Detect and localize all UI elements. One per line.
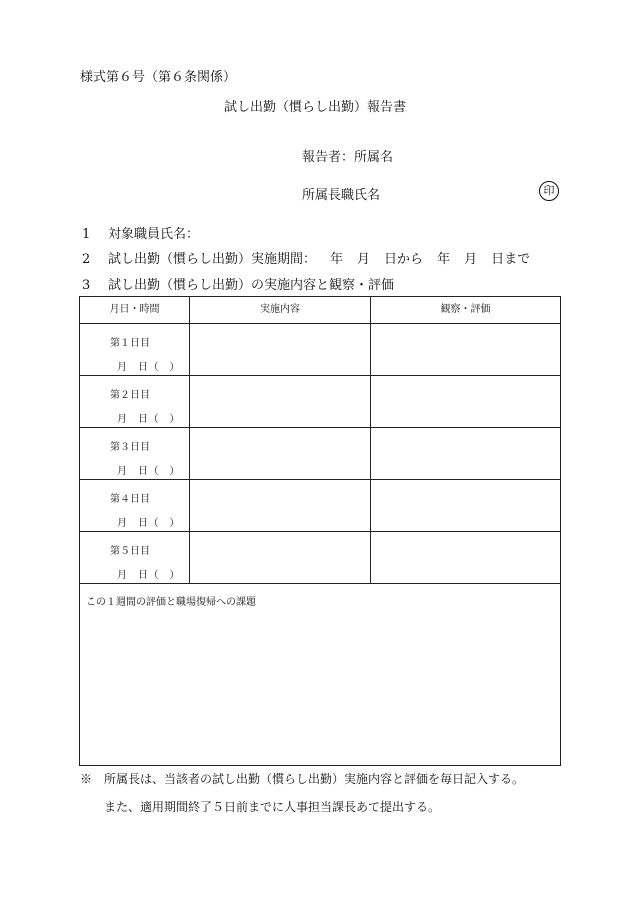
note-line-1 xyxy=(80,770,524,787)
chief-name-label: 所属長職氏名 xyxy=(302,188,381,203)
header-content: 実施内容 xyxy=(260,304,300,315)
seal-mark-icon: 印 xyxy=(539,181,559,201)
item-period xyxy=(82,248,530,267)
row-divider xyxy=(80,479,560,480)
period-month-start: 月 xyxy=(357,252,371,267)
item-target-employee xyxy=(82,223,199,242)
weekly-summary-label: この１週間の評価と職場復帰への課題 xyxy=(86,597,256,608)
row-divider xyxy=(80,427,560,428)
item-text: 試し出勤（慣らし出勤）実施期間： xyxy=(108,252,317,267)
header-evaluation: 観察・評価 xyxy=(440,304,491,315)
row-divider xyxy=(80,375,560,376)
item-number: 2 xyxy=(82,252,91,267)
day-1-date: 月 日（ ） xyxy=(117,362,180,373)
item-content-evaluation xyxy=(82,274,394,293)
reporter-affiliation-label: 報告者：所属名 xyxy=(302,150,394,165)
note-text-1: 所属長は、当該者の試し出勤（慣らし出勤）実施内容と評価を毎日記入する。 xyxy=(104,772,525,786)
day-3-date: 月 日（ ） xyxy=(117,466,180,477)
day-5-date: 月 日（ ） xyxy=(117,570,180,581)
column-divider xyxy=(189,297,190,584)
item-number: 1 xyxy=(82,227,91,242)
period-day-end: 日まで xyxy=(491,252,531,267)
day-5-label: 第５日目 xyxy=(110,546,150,557)
period-month-end: 月 xyxy=(464,252,478,267)
row-divider xyxy=(80,531,560,532)
item-number: 3 xyxy=(82,278,91,293)
row-divider xyxy=(80,583,560,584)
row-divider xyxy=(80,323,560,324)
note-mark: ※ xyxy=(80,772,93,786)
item-text: 対象職員氏名： xyxy=(108,227,200,242)
document-title: 試し出勤（慣らし出勤）報告書 xyxy=(223,100,406,115)
report-table xyxy=(79,296,561,766)
day-2-date: 月 日（ ） xyxy=(117,414,180,425)
period-year-start: 年 xyxy=(330,252,344,267)
day-4-label: 第４日目 xyxy=(110,494,150,505)
form-number: 様式第６号（第６条関係） xyxy=(80,70,237,85)
day-3-label: 第３日目 xyxy=(110,442,150,453)
column-divider xyxy=(370,297,371,584)
day-4-date: 月 日（ ） xyxy=(117,518,180,529)
day-1-label: 第１日目 xyxy=(110,338,150,349)
item-text: 試し出勤（慣らし出勤）の実施内容と観察・評価 xyxy=(108,278,395,293)
header-date-time: 月日・時間 xyxy=(109,304,160,315)
period-day-start: 日から xyxy=(384,252,424,267)
day-2-label: 第２日目 xyxy=(110,390,150,401)
note-line-2: また、適用期間終了５日前までに人事担当課長あて提出する。 xyxy=(104,800,441,814)
period-year-end: 年 xyxy=(437,252,451,267)
